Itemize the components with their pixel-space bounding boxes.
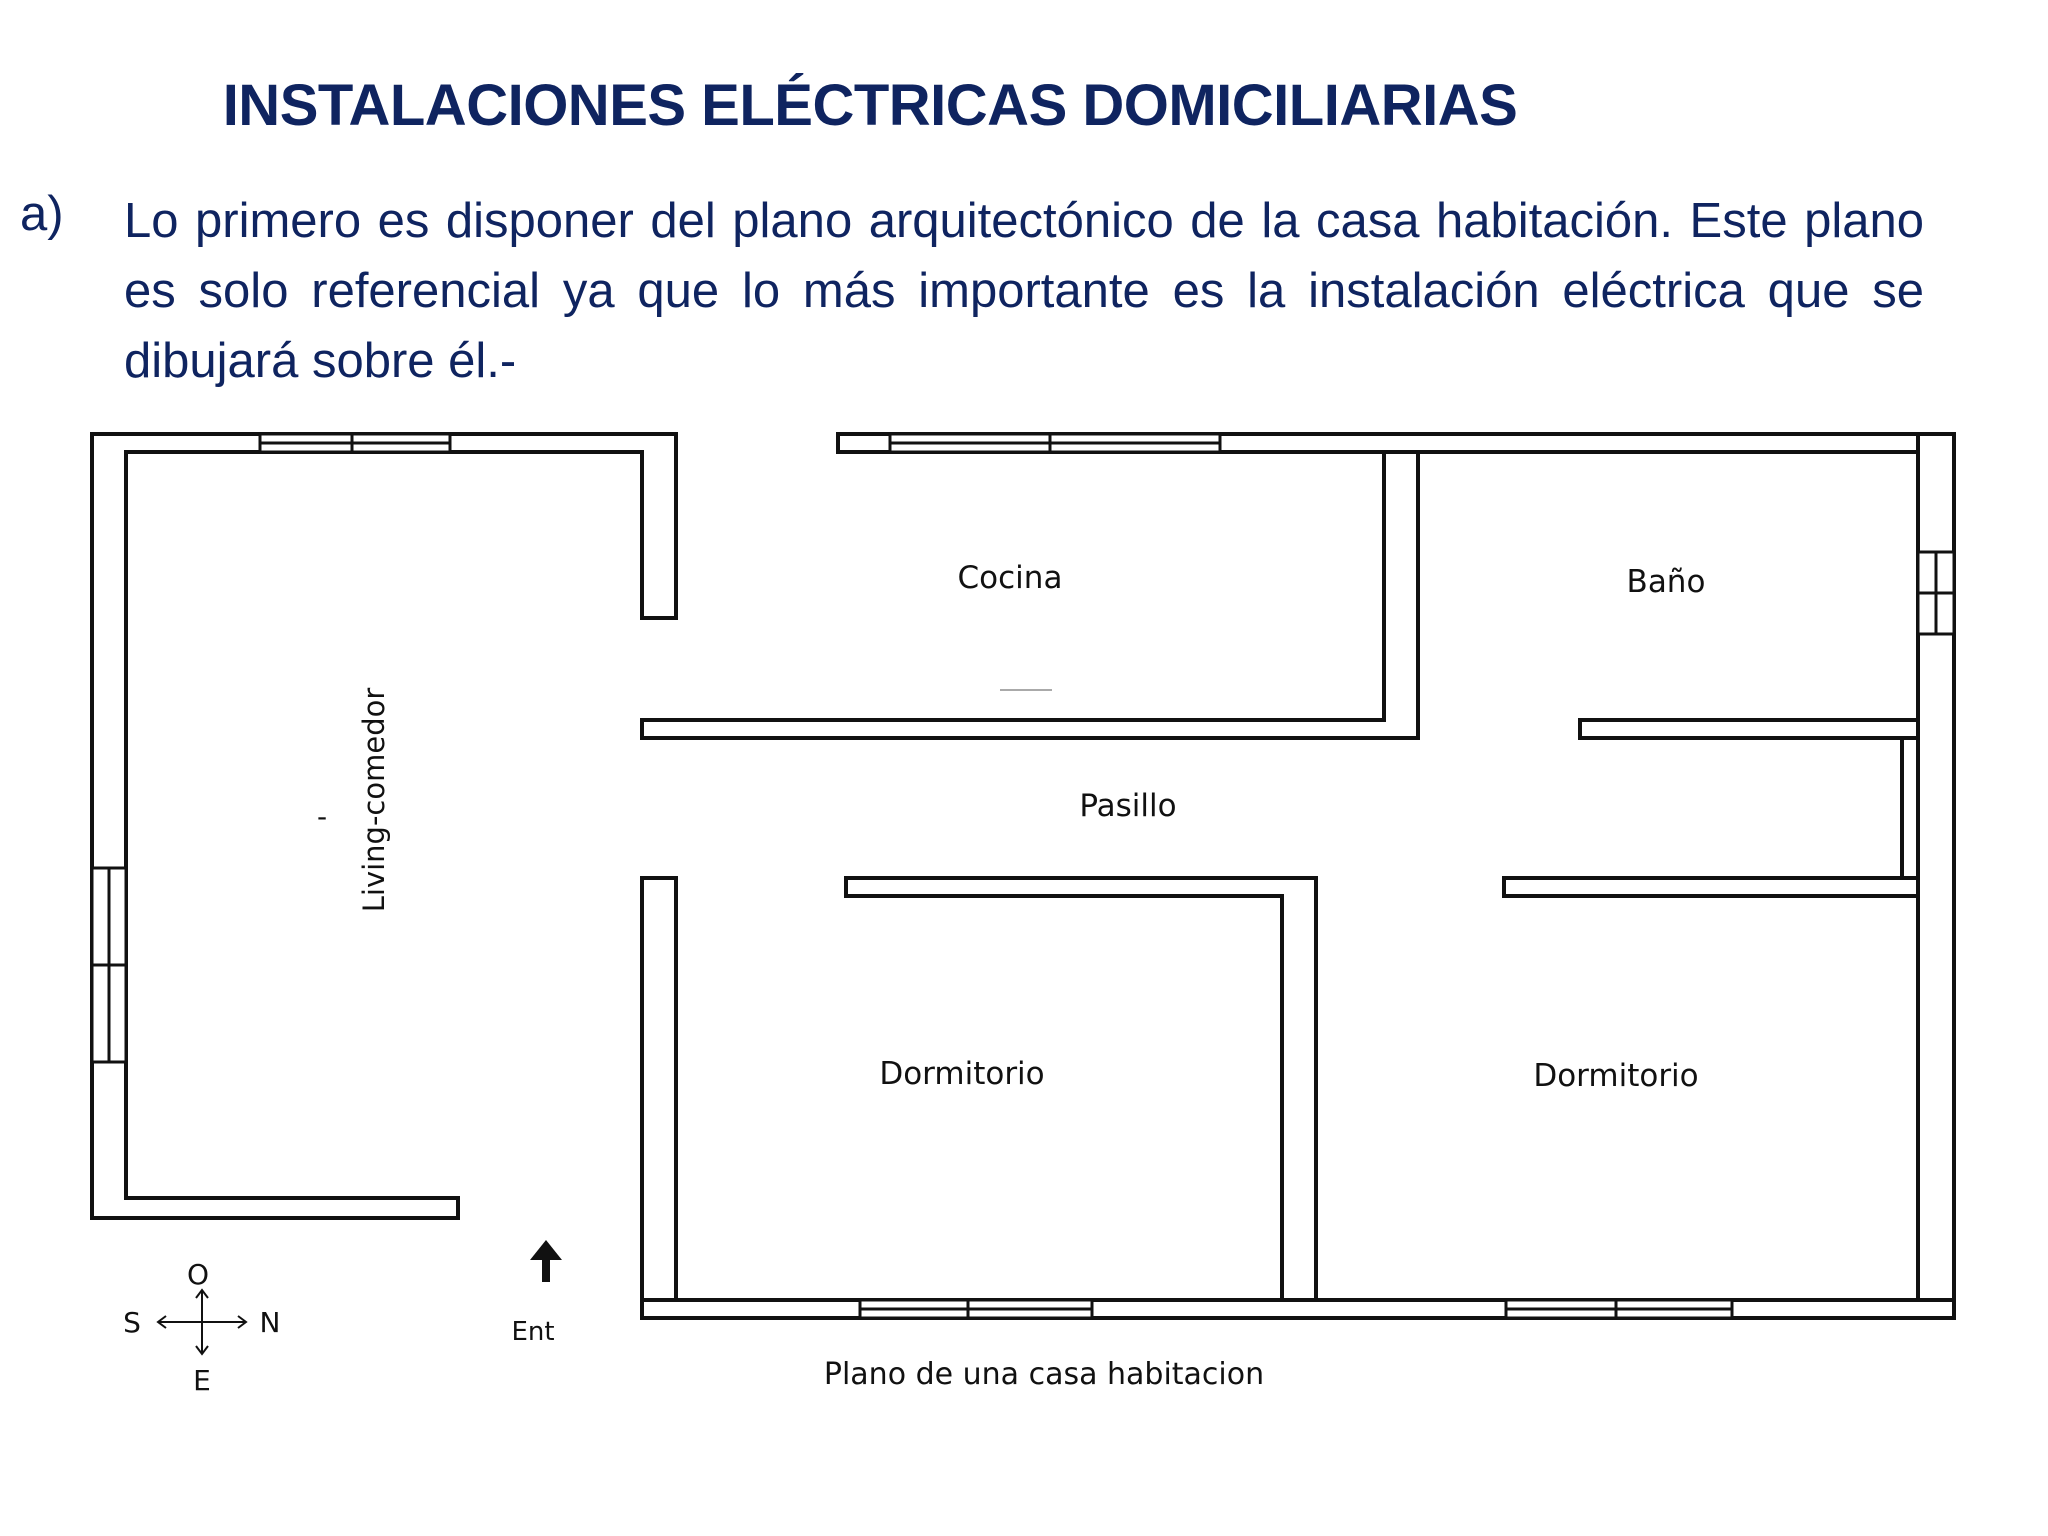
label-living-comedor: Living-comedor — [357, 687, 391, 913]
slide-title: INSTALACIONES ELÉCTRICAS DOMICILIARIAS — [222, 73, 1518, 138]
label-cocina: Cocina — [957, 560, 1063, 596]
plan-caption: Plano de una casa habitacion — [823, 1357, 1265, 1392]
compass-rose — [158, 1290, 246, 1354]
label-bano: Baño — [1626, 564, 1706, 600]
label-dormitorio-right: Dormitorio — [1533, 1058, 1699, 1094]
bottom-outer-wall — [642, 1300, 1954, 1318]
entrance-label: Ent — [511, 1317, 555, 1347]
stray-dash: - — [316, 800, 328, 833]
compass-west: O — [186, 1258, 210, 1291]
compass-east: E — [193, 1364, 211, 1397]
hall-end-wall — [1902, 738, 1918, 878]
entrance-arrow — [530, 1240, 562, 1282]
bathroom-wall — [1580, 720, 1918, 738]
label-dormitorio-left: Dormitorio — [879, 1056, 1045, 1092]
bedroom-left-wall — [642, 878, 676, 1300]
bedroom-right-top-wall — [1504, 878, 1918, 896]
compass-north: N — [259, 1306, 281, 1339]
label-pasillo: Pasillo — [1079, 788, 1177, 824]
compass-south: S — [123, 1306, 141, 1339]
intro-paragraph: Lo primero es disponer del plano arquitectónico de la casa habitación. Este plano es solo referencial ya que lo más importante es la instalación eléctrica que se dibujará sobre él.- — [124, 194, 1924, 388]
list-marker: a) — [20, 187, 64, 241]
